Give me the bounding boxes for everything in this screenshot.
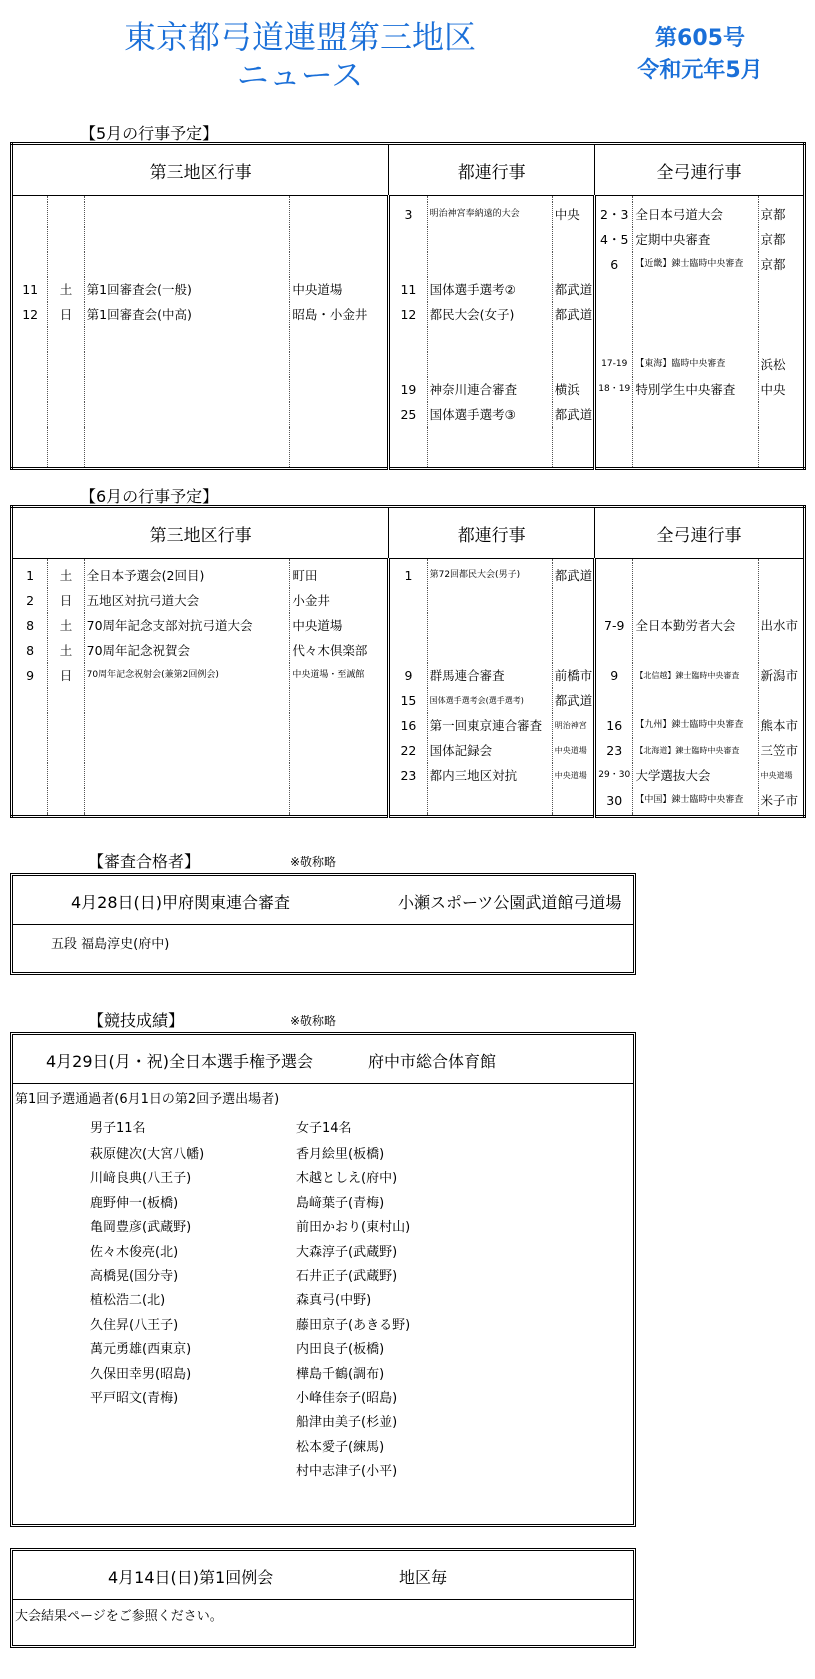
schedule-cell: 都内三地区対抗	[427, 763, 552, 788]
schedule-cell	[427, 613, 552, 638]
schedule-cell	[552, 252, 594, 277]
schedule-cell: 明治神宮奉納遠的大会	[427, 202, 552, 227]
schedule-row	[12, 688, 805, 713]
schedule-cell: 9	[389, 663, 427, 688]
schedule-cell	[758, 302, 804, 327]
schedule-cell	[290, 402, 389, 427]
schedule-cell	[427, 327, 552, 352]
schedule-cell: 昭島・小金井	[290, 302, 389, 327]
june-col-national: 全弓連行事	[595, 507, 805, 559]
schedule-cell: 1	[26, 568, 35, 583]
schedule-spacer-cell	[84, 813, 290, 817]
results-women-header: 女子14名	[296, 1121, 352, 1136]
schedule-cell	[389, 352, 427, 377]
schedule-cell: 29・30	[595, 763, 633, 788]
schedule-cell: 中央道場	[552, 738, 594, 763]
schedule-cell	[84, 327, 290, 352]
result-name: 萬元勇雄(西東京)	[90, 1342, 192, 1358]
schedule-row	[12, 202, 805, 227]
schedule-cell	[552, 788, 594, 813]
results-men-list	[90, 1143, 204, 1411]
schedule-row	[12, 713, 805, 738]
schedule-cell	[633, 327, 758, 352]
schedule-spacer	[12, 427, 805, 469]
schedule-row	[12, 738, 805, 763]
result-name: 植松浩二(北)	[90, 1293, 166, 1309]
schedule-spacer-cell	[758, 427, 804, 469]
schedule-cell: 中央道場	[552, 763, 594, 788]
results-box	[10, 1032, 636, 1527]
passers-event: 4月28日(日)甲府関東連合審査	[71, 893, 291, 912]
schedule-cell	[290, 327, 389, 352]
schedule-cell	[48, 713, 84, 738]
result-name: 鹿野伸一(板橋)	[90, 1195, 179, 1211]
schedule-cell: 京都	[758, 227, 804, 252]
schedule-cell: 米子市	[758, 788, 804, 813]
schedule-cell	[84, 788, 290, 813]
schedule-cell: 中央道場	[290, 277, 389, 302]
schedule-cell	[552, 327, 594, 352]
schedule-cell	[389, 613, 427, 638]
schedule-cell: 16	[389, 713, 427, 738]
schedule-cell: 国体選手選考会(選手選考)	[427, 688, 552, 713]
schedule-cell: 町田	[290, 563, 389, 588]
schedule-cell	[84, 352, 290, 377]
schedule-cell: 土	[48, 613, 84, 638]
schedule-cell	[48, 202, 84, 227]
schedule-cell	[758, 327, 804, 352]
schedule-cell: 第一回東京連合審査	[427, 713, 552, 738]
schedule-cell	[595, 638, 633, 663]
schedule-cell: 8	[26, 643, 35, 658]
schedule-cell	[84, 202, 290, 227]
schedule-cell	[12, 327, 48, 352]
result-name: 村中志津子(小平)	[296, 1464, 398, 1480]
schedule-cell	[12, 352, 48, 377]
schedule-cell: 中央道場	[290, 613, 389, 638]
schedule-cell: 土	[48, 277, 84, 302]
schedule-cell: 6	[595, 252, 633, 277]
schedule-cell	[12, 763, 48, 788]
may-col-tokyo: 都連行事	[389, 144, 595, 196]
result-name: 高橋晃(国分寺)	[90, 1268, 179, 1284]
results-event: 4月29日(月・祝)全日本選手権予選会	[46, 1052, 314, 1071]
schedule-cell	[389, 327, 427, 352]
schedule-cell: 特別学生中央審査	[633, 377, 758, 402]
schedule-cell	[595, 402, 633, 427]
schedule-cell: 15	[389, 688, 427, 713]
schedule-spacer-cell	[552, 427, 594, 469]
schedule-cell: 三笠市	[758, 738, 804, 763]
schedule-cell	[12, 377, 48, 402]
schedule-cell: 横浜	[552, 377, 594, 402]
result-name: 島﨑葉子(青梅)	[296, 1195, 385, 1211]
schedule-cell	[290, 738, 389, 763]
schedule-cell	[595, 688, 633, 713]
schedule-cell: 【北海道】錬士臨時中央審査	[633, 738, 758, 763]
schedule-row	[12, 352, 805, 377]
result-name: 亀岡豊彦(武蔵野)	[90, 1220, 192, 1236]
schedule-cell: 京都	[758, 252, 804, 277]
issue-date: 令和元年5月	[637, 58, 763, 83]
schedule-spacer-cell	[48, 427, 84, 469]
title-line2: ニュース	[236, 56, 364, 94]
schedule-cell	[48, 763, 84, 788]
schedule-cell	[389, 638, 427, 663]
schedule-cell: 都武道	[552, 402, 594, 427]
result-name: 松本愛子(練馬)	[296, 1439, 385, 1455]
schedule-cell	[552, 227, 594, 252]
schedule-cell	[389, 227, 427, 252]
schedule-spacer-cell	[84, 427, 290, 469]
result-name: 平戸昭文(青梅)	[90, 1390, 179, 1406]
schedule-cell: 小金井	[290, 588, 389, 613]
schedule-cell: 【中国】錬士臨時中央審査	[633, 788, 758, 813]
schedule-spacer-cell	[290, 427, 389, 469]
schedule-cell: 五地区対抗弓道大会	[84, 588, 290, 613]
schedule-cell: 70周年記念支部対抗弓道大会	[84, 613, 290, 638]
schedule-cell: 【北信越】錬士臨時中央審査	[633, 663, 758, 688]
results-men-header: 男子11名	[90, 1121, 146, 1136]
schedule-cell: 【九州】錬士臨時中央審査	[633, 713, 758, 738]
schedule-cell: 定期中央審査	[633, 227, 758, 252]
schedule-cell: 京都	[758, 202, 804, 227]
schedule-cell	[84, 713, 290, 738]
schedule-spacer-cell	[595, 813, 633, 817]
result-name: 萩原健次(大宮八幡)	[90, 1147, 205, 1162]
schedule-cell	[290, 713, 389, 738]
result-name: 内田良子(板橋)	[296, 1342, 385, 1358]
result-name: 藤田京子(あきる野)	[296, 1317, 411, 1333]
schedule-cell: 18・19	[595, 377, 633, 402]
schedule-cell	[48, 252, 84, 277]
schedule-cell: 【東海】臨時中央審査	[633, 352, 758, 377]
schedule-cell: 12	[22, 307, 39, 322]
schedule-cell: 日	[48, 663, 84, 688]
schedule-cell	[389, 252, 427, 277]
schedule-cell: 4・5	[595, 227, 633, 252]
schedule-cell	[552, 588, 594, 613]
schedule-cell: 第1回審査会(一般)	[84, 277, 290, 302]
result-name: 石井正子(武蔵野)	[296, 1268, 398, 1284]
schedule-cell	[595, 588, 633, 613]
schedule-cell	[290, 202, 389, 227]
schedule-cell	[552, 352, 594, 377]
schedule-spacer-cell	[389, 427, 427, 469]
schedule-row	[12, 227, 805, 252]
schedule-cell	[48, 788, 84, 813]
schedule-row	[12, 377, 805, 402]
schedule-cell	[758, 277, 804, 302]
schedule-spacer-cell	[389, 813, 427, 817]
schedule-cell	[48, 352, 84, 377]
schedule-cell	[758, 688, 804, 713]
schedule-spacer-cell	[552, 813, 594, 817]
results-venue: 府中市総合体育館	[368, 1052, 497, 1071]
june-col-tokyo: 都連行事	[389, 507, 595, 559]
schedule-spacer-cell	[48, 813, 84, 817]
schedule-row	[12, 613, 805, 638]
schedule-cell: 23	[389, 763, 427, 788]
schedule-cell: 16	[595, 713, 633, 738]
result-name: 船津由美子(杉並)	[296, 1415, 398, 1431]
schedule-cell: 9	[26, 668, 35, 683]
schedule-cell: 日	[48, 588, 84, 613]
schedule-cell	[48, 402, 84, 427]
schedule-cell: 都民大会(女子)	[427, 302, 552, 327]
schedule-cell: 浜松	[758, 352, 804, 377]
result-name: 小峰佳奈子(昭島)	[296, 1390, 398, 1406]
schedule-cell	[633, 277, 758, 302]
schedule-cell	[290, 252, 389, 277]
schedule-cell: 国体選手選考②	[427, 277, 552, 302]
schedule-spacer-cell	[758, 813, 804, 817]
schedule-cell: 23	[595, 738, 633, 763]
schedule-cell	[633, 302, 758, 327]
schedule-cell	[290, 352, 389, 377]
passers-note: ※敬称略	[290, 855, 337, 869]
schedule-cell: 都武道	[552, 302, 594, 327]
result-name: 森真弓(中野)	[296, 1293, 372, 1309]
schedule-cell	[595, 563, 633, 588]
schedule-cell: 30	[595, 788, 633, 813]
schedule-spacer-cell	[12, 427, 48, 469]
schedule-spacer-cell	[633, 813, 758, 817]
may-schedule-table	[10, 142, 806, 470]
schedule-cell: 全日本弓道大会	[633, 202, 758, 227]
schedule-cell	[12, 788, 48, 813]
schedule-spacer	[12, 813, 805, 817]
schedule-cell	[12, 227, 48, 252]
schedule-cell: 8	[26, 618, 35, 633]
passers-section-label: 【審査合格者】	[88, 852, 201, 871]
schedule-cell: 国体記録会	[427, 738, 552, 763]
result-name: 木越としえ(府中)	[296, 1171, 398, 1187]
schedule-cell: 70周年記念祝射会(兼第2回例会)	[84, 663, 290, 688]
schedule-cell	[290, 227, 389, 252]
result-name: 川﨑良典(八王子)	[90, 1171, 192, 1187]
schedule-cell	[12, 202, 48, 227]
schedule-cell: 17-19	[595, 352, 633, 377]
schedule-cell: 中央道場	[758, 763, 804, 788]
schedule-row	[12, 663, 805, 688]
schedule-cell	[84, 402, 290, 427]
schedule-cell	[427, 788, 552, 813]
schedule-cell	[48, 377, 84, 402]
issue-number: 第605号	[655, 26, 745, 51]
schedule-cell: 70周年記念祝賀会	[84, 638, 290, 663]
schedule-row	[12, 252, 805, 277]
reikai-venue: 地区毎	[399, 1568, 448, 1587]
may-col-national: 全弓連行事	[595, 144, 805, 196]
schedule-spacer-cell	[633, 427, 758, 469]
schedule-row	[12, 302, 805, 327]
schedule-cell: 都武道	[552, 688, 594, 713]
schedule-cell	[633, 402, 758, 427]
schedule-cell: 2・3	[595, 202, 633, 227]
schedule-row	[12, 788, 805, 813]
schedule-cell	[758, 563, 804, 588]
schedule-cell: 大学選抜大会	[633, 763, 758, 788]
schedule-cell	[84, 738, 290, 763]
schedule-cell: 22	[389, 738, 427, 763]
title-line1: 東京都弓道連盟第三地区	[123, 18, 476, 56]
schedule-cell: 3	[389, 202, 427, 227]
schedule-cell	[552, 638, 594, 663]
schedule-cell	[48, 738, 84, 763]
schedule-cell: 国体選手選考③	[427, 402, 552, 427]
schedule-spacer-cell	[12, 813, 48, 817]
schedule-cell: 25	[389, 402, 427, 427]
schedule-cell: 中央	[552, 202, 594, 227]
schedule-cell	[552, 613, 594, 638]
schedule-row	[12, 402, 805, 427]
schedule-cell: 11	[389, 277, 427, 302]
schedule-cell: 12	[389, 302, 427, 327]
schedule-cell	[758, 588, 804, 613]
schedule-cell	[427, 352, 552, 377]
schedule-cell: 2	[26, 593, 35, 608]
schedule-spacer-cell	[427, 427, 552, 469]
schedule-cell	[290, 688, 389, 713]
results-subtitle: 第1回予選通過者(6月1日の第2回予選出場者)	[15, 1092, 280, 1107]
schedule-row	[12, 563, 805, 588]
schedule-cell: 都武道	[552, 277, 594, 302]
may-section-label: 【5月の行事予定】	[80, 124, 219, 143]
schedule-row	[12, 588, 805, 613]
passers-venue: 小瀬スポーツ公園武道館弓道場	[398, 893, 622, 912]
schedule-cell: 熊本市	[758, 713, 804, 738]
schedule-cell	[84, 763, 290, 788]
schedule-cell: 土	[48, 563, 84, 588]
schedule-cell	[595, 277, 633, 302]
schedule-cell: 19	[389, 377, 427, 402]
schedule-cell: 9	[595, 663, 633, 688]
schedule-cell	[12, 688, 48, 713]
schedule-cell	[427, 252, 552, 277]
reikai-box	[10, 1548, 636, 1648]
schedule-cell: 土	[48, 638, 84, 663]
result-name: 前田かおり(東村山)	[296, 1220, 411, 1236]
result-name: 大森淳子(武蔵野)	[296, 1244, 398, 1260]
schedule-cell	[427, 227, 552, 252]
schedule-cell	[84, 227, 290, 252]
june-section-label: 【6月の行事予定】	[80, 487, 219, 506]
schedule-cell	[633, 638, 758, 663]
schedule-cell: 神奈川連合審査	[427, 377, 552, 402]
schedule-cell	[595, 302, 633, 327]
schedule-row	[12, 638, 805, 663]
schedule-cell: 新潟市	[758, 663, 804, 688]
schedule-row	[12, 327, 805, 352]
schedule-cell	[12, 713, 48, 738]
schedule-cell	[633, 563, 758, 588]
schedule-cell: 第72回都民大会(男子)	[427, 563, 552, 588]
schedule-cell	[758, 638, 804, 663]
schedule-cell: 全日本勤労者大会	[633, 613, 758, 638]
schedule-cell	[12, 738, 48, 763]
schedule-spacer-cell	[290, 813, 389, 817]
schedule-cell: 11	[22, 282, 39, 297]
may-col-district: 第三地区行事	[12, 144, 389, 196]
schedule-cell: 7-9	[595, 613, 633, 638]
reikai-text: 大会結果ページをご参照ください。	[15, 1609, 223, 1624]
passers-box	[10, 873, 636, 975]
schedule-spacer-cell	[427, 813, 552, 817]
june-schedule-table	[10, 505, 806, 818]
schedule-cell	[290, 377, 389, 402]
schedule-cell	[290, 763, 389, 788]
june-col-district: 第三地区行事	[12, 507, 389, 559]
schedule-cell	[84, 688, 290, 713]
result-name: 香月絵里(板橋)	[296, 1147, 385, 1162]
schedule-cell	[48, 227, 84, 252]
schedule-cell: 群馬連合審査	[427, 663, 552, 688]
schedule-cell	[427, 588, 552, 613]
schedule-cell: 第1回審査会(中高)	[84, 302, 290, 327]
result-name: 久住昇(八王子)	[90, 1317, 179, 1333]
result-name: 樺島千鶴(調布)	[296, 1366, 385, 1382]
schedule-row	[12, 763, 805, 788]
schedule-cell: 出水市	[758, 613, 804, 638]
schedule-cell	[427, 638, 552, 663]
schedule-spacer-cell	[595, 427, 633, 469]
results-note: ※敬称略	[290, 1014, 337, 1028]
schedule-cell	[12, 252, 48, 277]
passers-entries: 五段 福島淳史(府中)	[51, 937, 170, 952]
schedule-cell: 中央	[758, 377, 804, 402]
result-name: 佐々木俊亮(北)	[90, 1244, 179, 1260]
schedule-cell	[12, 402, 48, 427]
schedule-cell	[48, 688, 84, 713]
schedule-cell	[389, 788, 427, 813]
results-section-label: 【競技成績】	[88, 1011, 185, 1030]
schedule-cell: 全日本予選会(2回目)	[84, 563, 290, 588]
results-women-list	[296, 1143, 410, 1484]
schedule-cell: 明治神宮	[552, 713, 594, 738]
reikai-event: 4月14日(日)第1回例会	[108, 1568, 274, 1587]
schedule-cell: 中央道場・至誠館	[290, 663, 389, 688]
result-name: 久保田幸男(昭島)	[90, 1366, 192, 1382]
schedule-cell: 日	[48, 302, 84, 327]
schedule-cell	[389, 588, 427, 613]
schedule-cell: 代々木倶楽部	[290, 638, 389, 663]
schedule-cell: 【近畿】錬士臨時中央審査	[633, 252, 758, 277]
schedule-cell	[633, 588, 758, 613]
schedule-cell: 1	[389, 563, 427, 588]
schedule-cell	[84, 377, 290, 402]
schedule-row	[12, 277, 805, 302]
schedule-cell: 都武道	[552, 563, 594, 588]
schedule-cell	[595, 327, 633, 352]
schedule-cell	[48, 327, 84, 352]
schedule-cell	[84, 252, 290, 277]
schedule-cell	[633, 688, 758, 713]
schedule-cell	[290, 788, 389, 813]
schedule-cell: 前橋市	[552, 663, 594, 688]
schedule-cell	[758, 402, 804, 427]
